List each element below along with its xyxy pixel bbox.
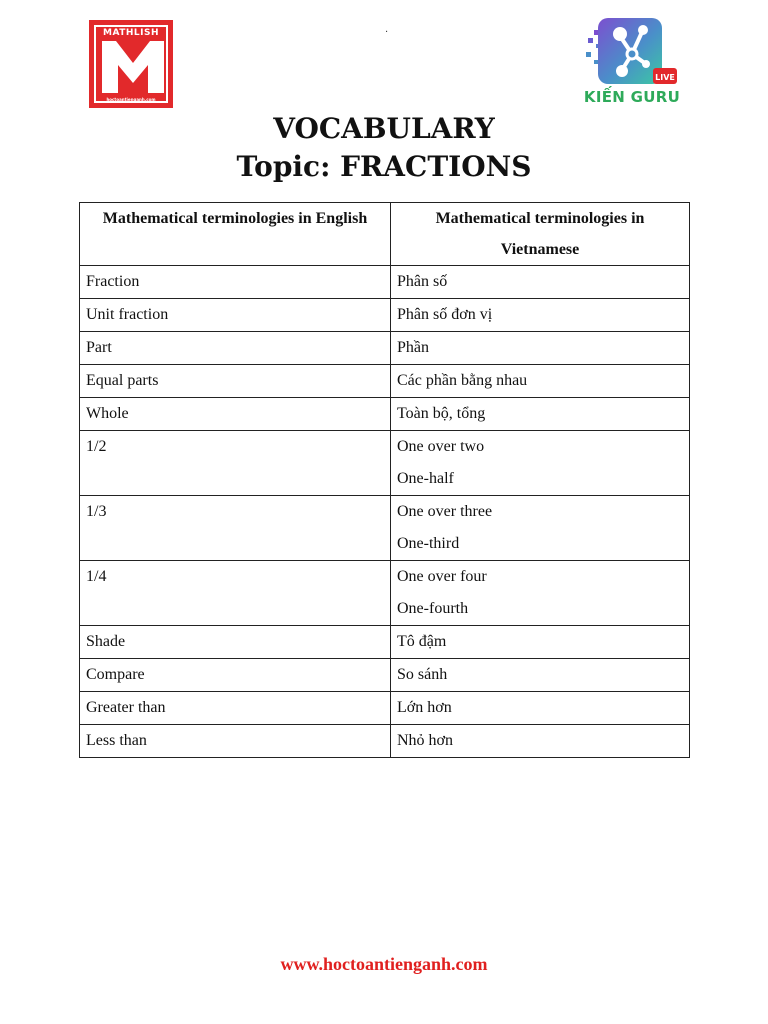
vietnamese-term-line: Nhỏ hơn — [397, 732, 454, 749]
english-term: Unit fraction — [80, 299, 391, 332]
vocabulary-table — [79, 202, 690, 758]
table-row — [80, 398, 690, 431]
table-row — [80, 332, 690, 365]
vietnamese-term — [391, 398, 690, 431]
table-row — [80, 299, 690, 332]
vietnamese-term-line: One-fourth — [397, 600, 469, 617]
kienguru-logo — [582, 16, 682, 112]
english-term: Whole — [80, 398, 391, 431]
mathlish-m-icon — [102, 41, 164, 93]
english-term: Compare — [80, 659, 391, 692]
vietnamese-term — [391, 626, 690, 659]
vietnamese-term-line: Tô đậm — [397, 633, 447, 650]
mathlish-logo — [89, 20, 173, 108]
vietnamese-term — [391, 496, 690, 561]
english-term: 1/2 — [80, 431, 391, 496]
table-header-row — [80, 203, 690, 266]
vietnamese-term-line: Phần — [397, 339, 429, 356]
table-row — [80, 692, 690, 725]
vietnamese-term-line: Lớn hơn — [397, 699, 452, 716]
table-row — [80, 725, 690, 758]
vietnamese-term — [391, 332, 690, 365]
column-header-vietnamese: Mathematical terminologies in Vietnamese — [391, 203, 690, 266]
vietnamese-term — [391, 725, 690, 758]
english-term: Fraction — [80, 266, 391, 299]
english-term: 1/3 — [80, 496, 391, 561]
live-badge: LIVE — [653, 68, 677, 84]
vietnamese-term — [391, 266, 690, 299]
footer-website: www.hoctoantienganh.com — [280, 954, 488, 974]
page-dot: . — [385, 24, 389, 35]
english-term: Greater than — [80, 692, 391, 725]
column-header-english: Mathematical terminologies in English — [80, 203, 391, 266]
mathlish-logo-word: MATHLISH — [103, 28, 159, 38]
page-subtitle: Topic: FRACTIONS — [236, 150, 532, 183]
mathlish-logo-url: hoctoantienganh.com — [106, 97, 156, 102]
table-row — [80, 626, 690, 659]
vietnamese-term-line: One over four — [397, 568, 487, 585]
vietnamese-term — [391, 431, 690, 496]
vietnamese-term-line: One over three — [397, 503, 493, 520]
table-row — [80, 266, 690, 299]
english-term: Less than — [80, 725, 391, 758]
english-term: Shade — [80, 626, 391, 659]
english-term: 1/4 — [80, 561, 391, 626]
vietnamese-term — [391, 659, 690, 692]
vietnamese-term-line: So sánh — [397, 666, 448, 683]
table-body — [80, 266, 690, 758]
vietnamese-term-line: One-third — [397, 535, 460, 552]
english-term: Equal parts — [80, 365, 391, 398]
vietnamese-term-line: Phân số đơn vị — [397, 306, 493, 323]
table-row — [80, 561, 690, 626]
table-row — [80, 365, 690, 398]
vietnamese-term-line: Toàn bộ, tổng — [397, 405, 486, 422]
kienguru-name: KIẾN GURU — [583, 88, 681, 106]
table-row — [80, 496, 690, 561]
english-term: Part — [80, 332, 391, 365]
table-row — [80, 431, 690, 496]
vietnamese-term-line: Các phần bằng nhau — [397, 372, 528, 389]
vietnamese-term-line: One-half — [397, 470, 454, 487]
vietnamese-term — [391, 561, 690, 626]
table-row — [80, 659, 690, 692]
vietnamese-term-line: One over two — [397, 438, 485, 455]
vietnamese-term-line: Phân số — [397, 273, 448, 290]
vietnamese-term — [391, 692, 690, 725]
vietnamese-term — [391, 299, 690, 332]
vietnamese-term — [391, 365, 690, 398]
page-title: VOCABULARY — [273, 112, 495, 145]
